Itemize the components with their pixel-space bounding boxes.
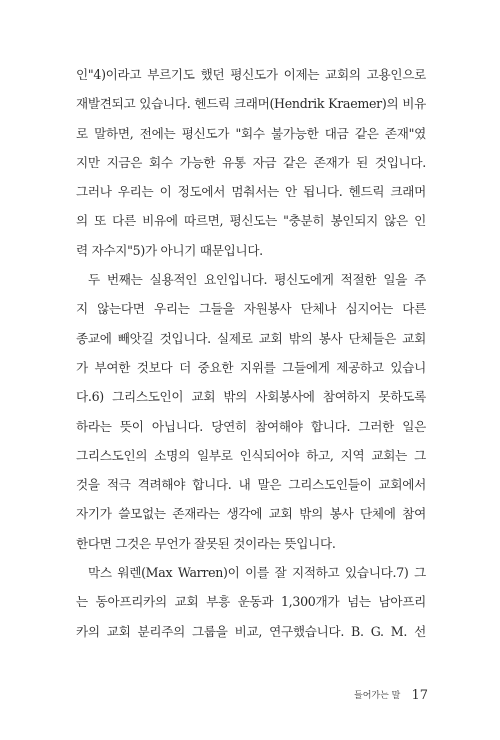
text-line: 로 말하면, 전에는 평신도가 "회수 불가능한 대금 같은 존재"였 [76, 125, 426, 141]
text-line: 두 번째는 실용적인 요인입니다. 평신도에게 적절한 일을 주 [88, 272, 426, 288]
text-line: 종교에 빼앗길 것입니다. 실제로 교회 밖의 봉사 단체들은 교회 [76, 330, 426, 346]
text-line: 의 또 다른 비유에 따르면, 평신도는 "충분히 봉인되지 않은 인 [76, 213, 426, 229]
text-line: 막스 워렌(Max Warren)이 이를 잘 지적하고 있습니다.7) 그 [88, 565, 426, 581]
paragraph [76, 558, 426, 646]
text-line: 인"4)이라고 부르기도 했던 평신도가 이제는 교회의 고용인으로 [76, 67, 426, 82]
text-line: 는 동아프리카의 교회 부흥 운동과 1,300개가 넘는 남아프리 [76, 594, 426, 610]
text-line: 그리스도인의 소명의 일부로 인식되어야 하고, 지역 교회는 그 [76, 447, 426, 463]
paragraph [76, 265, 426, 558]
text-line: 다.6) 그리스도인이 교회 밖의 사회봉사에 참여하지 못하도록 [76, 389, 426, 405]
page-number: 17 [411, 688, 428, 703]
text-line: 자기가 쓸모없는 존재라는 생각에 교회 밖의 봉사 단체에 참여 [76, 506, 426, 522]
text-line: 가 부여한 것보다 더 중요한 지위를 그들에게 제공하고 있습니 [76, 359, 426, 375]
text-line: 력 자수지"5)가 아니기 때문입니다. [76, 242, 263, 258]
text-line: 한다면 그것은 무언가 잘못된 것이라는 뜻입니다. [76, 535, 336, 551]
paragraph [76, 60, 426, 265]
text-line: 하라는 뜻이 아닙니다. 당연히 참여해야 합니다. 그러한 일은 [76, 418, 426, 434]
text-line: 것을 적극 격려해야 합니다. 내 말은 그리스도인들이 교회에서 [76, 477, 426, 493]
text-line: 지 않는다면 우리는 그들을 자원봉사 단체나 심지어는 다른 [76, 301, 426, 317]
text-line: 지만 지금은 회수 가능한 유통 자금 같은 존재가 된 것입니다. [76, 154, 426, 170]
text-line: 재발견되고 있습니다. 헨드릭 크래머(Hendrik Kraemer)의 비유 [76, 96, 426, 112]
text-line: 그러나 우리는 이 정도에서 멈춰서는 안 됩니다. 헨드릭 크래머 [76, 184, 426, 200]
running-head: 들어가는 말 [354, 691, 401, 701]
page-footer [354, 684, 428, 703]
text-line: 카의 교회 분리주의 그룹을 비교, 연구했습니다. B. G. M. 선 [76, 623, 426, 639]
body-text [76, 60, 426, 646]
